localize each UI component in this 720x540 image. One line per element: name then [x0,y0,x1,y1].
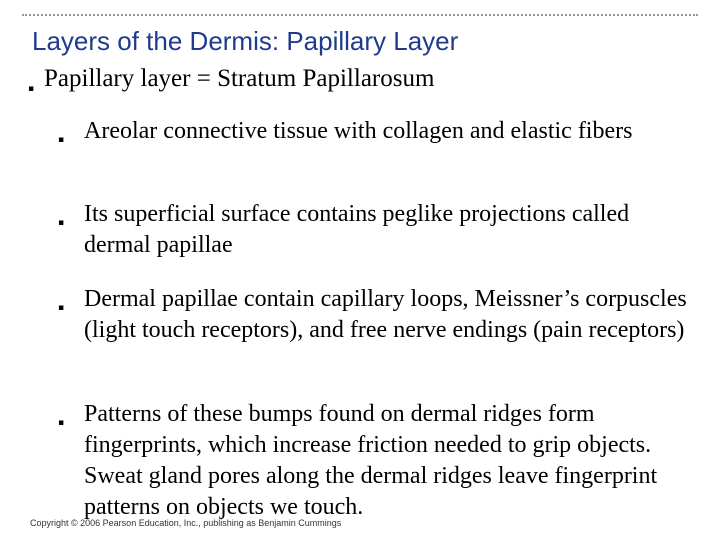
main-bullet-text: Papillary layer = Stratum Papillarosum [44,65,435,92]
slide-title: Layers of the Dermis: Papillary Layer [32,26,459,56]
copyright-notice: Copyright © 2006 Pearson Education, Inc., publishing as Benjamin Cummings [30,518,342,528]
bullet-square-icon: ▪ [58,135,65,145]
bullet-square-icon: ▪ [58,303,65,313]
bullet-square-icon: ▪ [58,418,65,428]
bullet-square-icon: ▪ [28,84,35,94]
bullet-square-icon: ▪ [58,218,65,228]
sub-bullet-text: Its superficial surface contains peglike projections called dermal papillae [84,201,630,258]
sub-bullet-text: Areolar connective tissue with collagen and elastic fibers [84,118,633,144]
sub-bullet-text: Dermal papillae contain capillary loops, Meissner’s corpuscles (light touch receptors), and free nerve endings (pain receptors) [84,286,687,343]
sub-bullet-text: Patterns of these bumps found on dermal ridges form fingerprints, which increase friction needed to grip objects. Sweat gland pores along the dermal ridges leave fingerprint patterns on objects we touch. [84,401,658,520]
top-divider [22,14,698,16]
